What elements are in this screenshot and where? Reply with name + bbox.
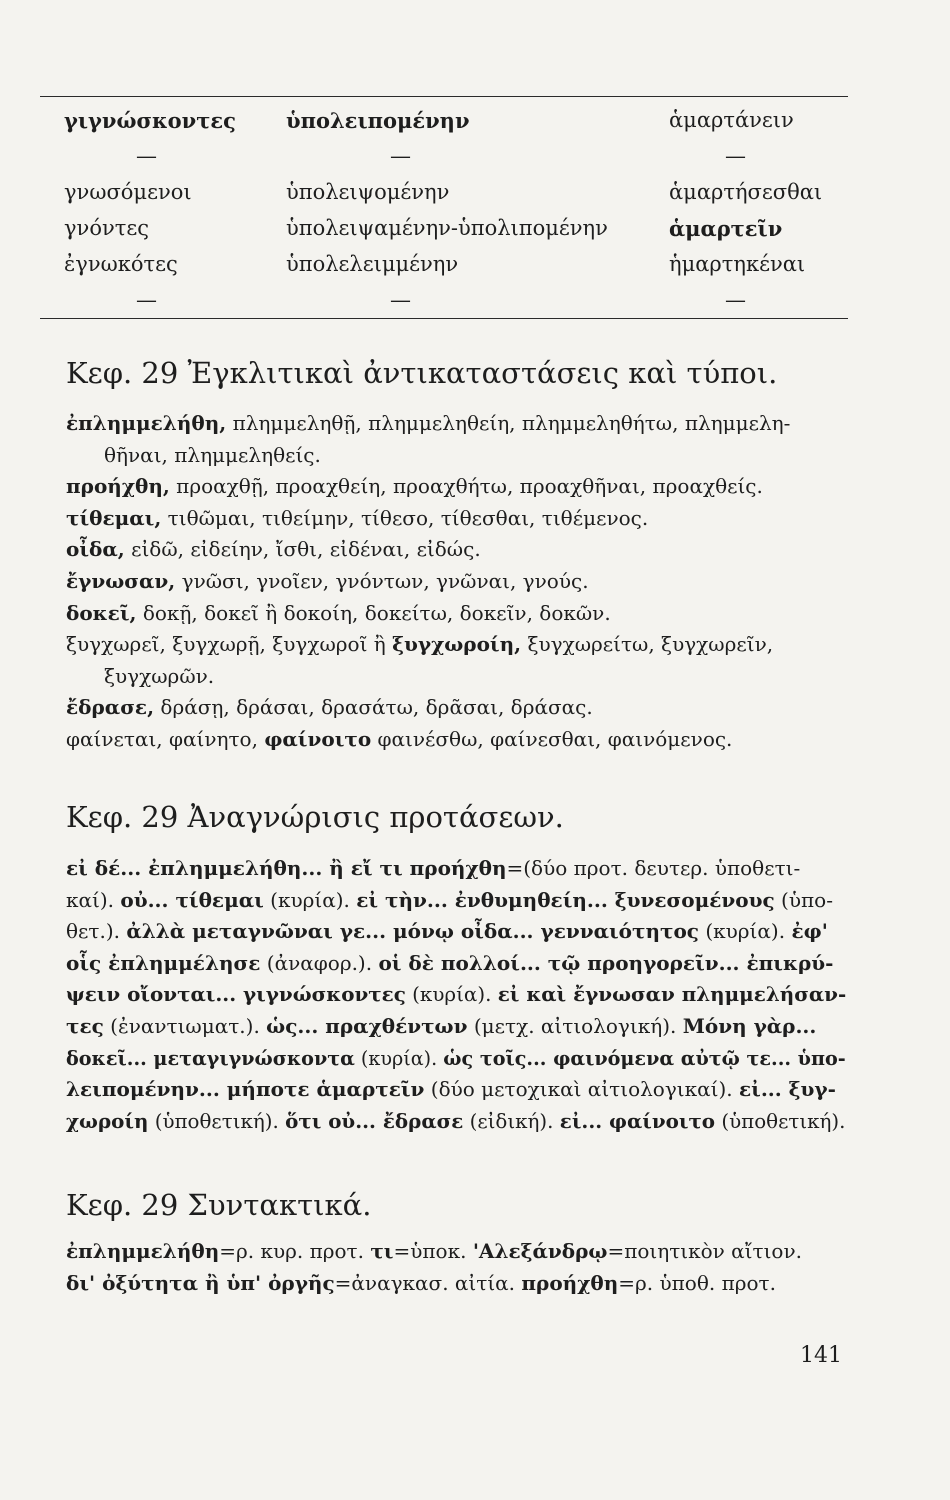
bold-term: δοκεῖ... μεταγιγνώσκοντα <box>66 1045 355 1070</box>
table-cell: ὑπολειψομένην <box>286 180 450 204</box>
bold-term: ξυγχωροίη, <box>392 632 522 657</box>
bold-term: οἱ δὲ πολλοί... τῷ προηγορεῖν... ἐπικρύ- <box>378 950 834 975</box>
table-cell: ἐγνωκότες <box>64 252 178 276</box>
bold-term: εἰ... φαίνοιτο <box>559 1108 716 1133</box>
bold-term: ἐπλημμελήθη <box>66 1239 220 1263</box>
text-run: (κυρία). <box>354 1045 444 1070</box>
table-cell: γνόντες <box>64 216 149 240</box>
text-run: (κυρία). <box>263 887 357 912</box>
bold-term: εἰ τὴν... ἐνθυμηθείη... ξυνεσομένους <box>356 887 775 912</box>
text-run: γνῶσι, γνοῖεν, γνόντων, γνῶναι, γνούς. <box>175 568 589 593</box>
bold-term: τι <box>370 1239 394 1263</box>
clauses-paragraph <box>66 853 856 1137</box>
text-line <box>66 853 856 885</box>
bold-term: προήχθη <box>521 1270 619 1295</box>
text-run: εἰδῶ, εἰδείην, ἴσθι, εἰδέναι, εἰδώς. <box>124 537 481 562</box>
text-line <box>66 471 856 503</box>
text-line <box>66 534 856 566</box>
text-run: (ἀναφορ.). <box>260 950 379 975</box>
text-line <box>66 1074 856 1106</box>
text-run: (ὑποθετική). <box>715 1108 846 1133</box>
principal-parts-table <box>40 108 848 324</box>
page-number: 141 <box>800 1343 842 1368</box>
text-line <box>66 629 856 661</box>
text-run: (ὑπο- <box>774 887 833 912</box>
bold-term: ψειν οἴονται... γιγνώσκοντες <box>66 982 406 1007</box>
text-line <box>66 916 856 948</box>
table-cell: ὑπολειψαμένην-ὑπολιπομένην <box>286 216 608 240</box>
bold-term: τες <box>66 1013 104 1038</box>
text-line <box>66 948 856 980</box>
bold-term: προήχθη, <box>66 474 170 499</box>
table-cell: ἡμαρτηκέναι <box>669 252 806 276</box>
table-row <box>40 216 848 252</box>
table-cell: ἁμαρτεῖν <box>669 216 783 241</box>
text-line <box>66 724 856 756</box>
text-run: =ρ. ὑποθ. προτ. <box>618 1270 776 1295</box>
dash: — <box>390 144 411 168</box>
bold-term: ἐφ' <box>791 919 828 944</box>
bold-term: φαίνοιτο <box>264 726 372 751</box>
dash: — <box>725 144 746 168</box>
dash: — <box>390 288 411 312</box>
text-line <box>66 885 856 917</box>
text-line <box>66 598 856 630</box>
text-run: (ἐναντιωματ.). <box>103 1013 267 1038</box>
text-line <box>66 408 856 440</box>
table-header-row <box>40 108 848 144</box>
text-run: (μετχ. αἰτιολογική). <box>467 1013 683 1038</box>
text-run: ξυγχωρεῖ, ξυγχωρῇ, ξυγχωροῖ ἢ <box>66 632 393 657</box>
text-run: =ὑποκ. <box>393 1239 473 1263</box>
text-line <box>66 1011 856 1043</box>
bold-term: τίθεμαι, <box>66 505 162 530</box>
table-cell: ἁμαρτήσεσθαι <box>669 180 823 204</box>
bold-term: δοκεῖ, <box>66 600 137 625</box>
text-line <box>66 1268 856 1300</box>
text-line <box>66 661 856 693</box>
table-cell: ὑπολειπομένην <box>286 108 470 133</box>
bold-term: Μόνη γὰρ... <box>682 1013 817 1038</box>
text-run: καί). <box>66 887 121 912</box>
table-dash-row <box>40 144 848 180</box>
text-run: (εἰδική). <box>463 1108 560 1133</box>
syntax-paragraph <box>66 1236 856 1299</box>
text-run: θῆναι, πλημμεληθείς. <box>104 442 321 467</box>
text-line <box>66 1236 856 1268</box>
bold-term: οὐ... τίθεμαι <box>120 887 264 912</box>
bold-term: χωροίη <box>66 1108 149 1133</box>
text-run: =ρ. κυρ. προτ. <box>219 1239 371 1263</box>
text-run: τιθῶμαι, τιθείμην, τίθεσο, τίθεσθαι, τιθέμενος. <box>161 505 649 530</box>
text-run: προαχθῇ, προαχθείη, προαχθήτω, προαχθῆναι, προαχθείς. <box>169 474 763 499</box>
bold-term: εἰ καὶ ἔγνωσαν πλημμελήσαν- <box>497 982 847 1007</box>
table-cell: γιγνώσκοντες <box>64 108 236 133</box>
dash: — <box>725 288 746 312</box>
table-cell: ὑπολελειμμένην <box>286 252 459 276</box>
text-line <box>66 1106 850 1138</box>
bold-term: ἔδρασε, <box>66 695 155 720</box>
dash: — <box>136 288 157 312</box>
text-run: ξυγχωρείτω, ξυγχωρεῖν, <box>521 632 774 657</box>
table-row <box>40 252 848 288</box>
text-run: φαίνεται, φαίνητο, <box>66 726 265 751</box>
text-line <box>66 979 851 1011</box>
text-line <box>66 692 856 724</box>
table-row <box>40 180 848 216</box>
text-run: φαινέσθω, φαίνεσθαι, φαινόμενος. <box>371 726 733 751</box>
text-run: ξυγχωρῶν. <box>104 663 215 688</box>
section-heading-syntax: Κεφ. 29 Συντακτικά. <box>66 1188 372 1222</box>
text-line <box>66 1043 846 1075</box>
text-run: =ποιητικὸν αἴτιον. <box>607 1239 802 1263</box>
table-cell: ἁμαρτάνειν <box>669 108 794 132</box>
bold-term: εἰ δέ... ἐπλημμελήθη... ἢ εἴ τι προήχθη <box>66 856 507 880</box>
top-rule <box>40 96 848 97</box>
text-run: (δύο μετοχικαὶ αἰτιολογικαί). <box>424 1077 739 1102</box>
bold-term: ὡς... πραχθέντων <box>266 1013 468 1038</box>
table-cell: γνωσόμενοι <box>64 180 192 204</box>
section-heading-clauses: Κεφ. 29 Ἀναγνώρισις προτάσεων. <box>66 800 564 834</box>
text-run: =ἀναγκασ. αἰτία. <box>334 1270 522 1295</box>
section-heading-forms: Κεφ. 29 Ἐγκλιτικαὶ ἀντικαταστάσεις καὶ τύποι. <box>66 356 778 390</box>
text-run: πλημμεληθῇ, πλημμεληθείη, πλημμεληθήτω, πλημμελη- <box>226 411 791 435</box>
text-line <box>66 566 856 598</box>
bold-term: οἶδα, <box>66 537 125 562</box>
bold-term: 'Αλεξάνδρῳ <box>472 1239 608 1263</box>
bold-term: ὅτι οὐ... ἔδρασε <box>285 1108 464 1133</box>
dash: — <box>136 144 157 168</box>
text-run: δοκῇ, δοκεῖ ἢ δοκοίη, δοκείτω, δοκεῖν, δοκῶν. <box>136 600 611 625</box>
bold-term: ἔγνωσαν, <box>66 568 176 593</box>
bold-term: δι' ὀξύτητα ἢ ὑπ' ὀργῆς <box>66 1270 335 1295</box>
bold-term: ὡς τοῖς... φαινόμενα αὐτῷ τε... ὑπο- <box>443 1045 846 1070</box>
text-run: =(δύο προτ. δευτερ. ὑποθετι- <box>506 856 801 880</box>
text-run: (κυρία). <box>405 982 498 1007</box>
bold-term: λειπομένην... μήποτε ἁμαρτεῖν <box>66 1077 425 1102</box>
bold-term: ἀλλὰ μεταγνῶναι γε... μόνῳ οἶδα... γενναιότητος <box>126 919 699 944</box>
bold-term: εἰ... ξυγ- <box>738 1077 836 1102</box>
text-line <box>66 440 856 472</box>
text-run: (κυρία). <box>698 919 792 944</box>
text-run: θετ.). <box>66 919 127 944</box>
text-run: δράσῃ, δράσαι, δρασάτω, δρᾶσαι, δράσας. <box>154 695 593 720</box>
bottom-rule <box>40 318 848 319</box>
text-run: (ὑποθετική). <box>148 1108 286 1133</box>
text-line <box>66 503 856 535</box>
forms-paragraph <box>66 408 856 756</box>
bold-term: οἷς ἐπλημμέλησε <box>66 950 261 975</box>
bold-term: ἐπλημμελήθη, <box>66 411 227 435</box>
